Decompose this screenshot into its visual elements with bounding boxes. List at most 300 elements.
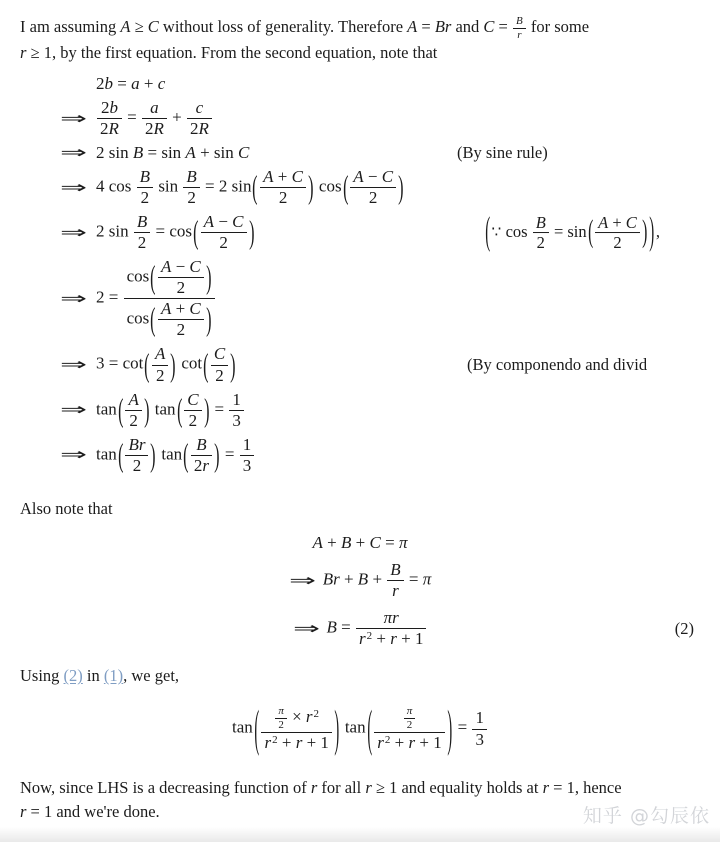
- equation-line: [60, 167, 720, 208]
- paren-content: [210, 344, 229, 385]
- equation-line: [60, 344, 720, 385]
- open-paren: (: [254, 700, 260, 758]
- math-variable: A: [160, 299, 172, 319]
- paren-content: [157, 257, 205, 298]
- implies-arrow-icon: ⇒: [60, 400, 88, 421]
- equation: 2b = a + c: [96, 74, 166, 93]
- math-variable: C: [291, 167, 303, 187]
- superscript: 2: [272, 733, 278, 746]
- paren-content: [190, 435, 213, 476]
- math-variable: B: [136, 212, 148, 232]
- paren-content: [594, 213, 641, 253]
- equation-annotation: [457, 143, 548, 163]
- math-variable: π: [398, 533, 408, 552]
- equation: 2 = cos ( $\frac{A - C}{2}$ ) cos ( $\frac{A + C}{2}$ ): [96, 257, 216, 340]
- denominator: 2: [125, 455, 148, 476]
- close-paren: ): [334, 700, 340, 758]
- denominator: 2: [275, 718, 287, 732]
- text-run: cos: [169, 221, 192, 241]
- close-paren: ): [203, 392, 210, 429]
- arrow-cell: [60, 445, 96, 465]
- numerator: [152, 344, 168, 364]
- math-variable: C: [381, 167, 394, 187]
- denominator: 2: [137, 187, 153, 208]
- denominator: 2: [158, 319, 204, 340]
- paren-group: [182, 435, 220, 476]
- fraction: [184, 390, 201, 431]
- numerator: 1: [232, 389, 241, 409]
- fraction: [260, 167, 306, 208]
- paren-content: [373, 705, 445, 752]
- math-variable: r: [295, 732, 303, 752]
- intro-paragraph: I am assuming A ≥ C without loss of generality. Therefore A = Br and C = $\frac{B}{r}$ for some r ≥ 1, by the first equation. From the second equation, note that: [20, 15, 590, 63]
- math-variable: A: [160, 257, 172, 277]
- math-variable: R: [153, 119, 164, 139]
- close-paren: ): [447, 700, 452, 758]
- close-paren: ): [641, 213, 648, 250]
- superscript: 2: [384, 733, 391, 746]
- arrow-cell: [60, 109, 96, 129]
- numerator: [137, 167, 153, 187]
- paren-group: [342, 167, 405, 208]
- denominator: 2R: [97, 118, 122, 139]
- math-variable: B: [326, 617, 337, 637]
- paren-group: [251, 167, 314, 208]
- text-run: cot: [122, 353, 144, 373]
- implies-arrow-icon: ⇒: [60, 108, 88, 129]
- paren-content: [183, 390, 202, 431]
- arrow-cell: [60, 400, 96, 420]
- text-run: (By sine rule): [457, 143, 548, 163]
- close-paren: ): [143, 392, 150, 429]
- text-run: , hence: [574, 778, 622, 797]
- denominator: 2R: [142, 118, 167, 139]
- fraction: [356, 608, 426, 649]
- using-paragraph: [0, 664, 720, 688]
- text-run: cos: [126, 266, 150, 286]
- paren-group: [587, 213, 649, 253]
- math-variable: π: [422, 569, 432, 589]
- text-run: Now, since LHS is a decreasing function of: [20, 778, 311, 797]
- text-run: sin: [567, 221, 587, 241]
- numerator: A − C: [203, 212, 244, 232]
- fraction: [158, 299, 204, 340]
- math-variable: r: [390, 629, 397, 649]
- equation-line: [0, 608, 720, 649]
- math-variable: r: [392, 581, 399, 601]
- numerator: [356, 608, 426, 628]
- equation-line: [0, 692, 720, 766]
- arrow-cell: [60, 355, 96, 375]
- angle-sum-block: [0, 533, 720, 656]
- also-note-paragraph: Also note that: [20, 499, 113, 518]
- equation: 3 = cot ( $\frac{A}{2}$ ) cot ( $\frac{C}{2}$ ): [96, 344, 236, 385]
- open-paren: (: [252, 169, 259, 206]
- numerator: A + C: [160, 299, 201, 319]
- superscript: 2: [366, 630, 373, 643]
- equation: Br + B + $\frac{B}{r}$ = π: [322, 560, 432, 601]
- math-variable: A: [120, 17, 131, 36]
- denominator: 3: [472, 729, 487, 750]
- math-variable: r: [365, 778, 372, 797]
- denominator: [124, 298, 216, 340]
- text-run: sin: [158, 176, 179, 196]
- math-variable: A: [263, 167, 274, 187]
- text-run: cos: [318, 176, 342, 196]
- because-symbol: ∵: [491, 221, 502, 241]
- denominator: 2: [134, 232, 150, 253]
- math-variable: r: [377, 732, 384, 752]
- superscript: 2: [313, 708, 320, 721]
- numerator: [275, 705, 287, 718]
- fraction: [374, 705, 444, 752]
- text-run: and: [451, 17, 484, 36]
- close-paren: ): [214, 437, 220, 474]
- fraction: [404, 705, 416, 731]
- denominator: 2: [595, 232, 640, 252]
- math-variable: C: [238, 143, 250, 163]
- equation-annotation: [467, 355, 647, 375]
- fraction: [124, 257, 216, 340]
- math-variable: c: [195, 98, 204, 117]
- numerator: A − C: [353, 167, 394, 187]
- equation: tan ( $\frac{\pi}{2}$ × $r^2$ $r^2 + r + 1$ ) tan ( $\frac{\frac{\pi}{2}}{r^2 + r + 1}$ ) = $\frac{1}{3}$: [232, 705, 488, 752]
- numerator: [513, 15, 526, 28]
- math-variable: B: [357, 569, 369, 589]
- fraction: [125, 390, 141, 431]
- math-variable: B: [341, 533, 352, 552]
- bottom-fade: [0, 827, 720, 842]
- open-paren: (: [144, 346, 150, 384]
- denominator: [513, 28, 526, 42]
- numerator: $\frac{\pi}{2}$ × $r^2$: [261, 705, 331, 731]
- implies-arrow-icon: ⇒: [60, 288, 88, 309]
- math-variable: B: [139, 167, 151, 187]
- numerator: [533, 213, 549, 232]
- equation-line: [0, 533, 720, 553]
- paren-content: ∵ cos $\frac{B}{2}$ = sin ( $\frac{A + C}{2}$ ): [491, 212, 648, 253]
- math-variable: B: [535, 212, 546, 232]
- paren-group: [143, 344, 177, 385]
- open-paren: (: [150, 301, 156, 338]
- text-run: , by the first equation. From the second equation, note that: [51, 43, 438, 63]
- math-variable: A: [353, 167, 364, 187]
- paren-content: [124, 435, 149, 476]
- math-variable: Br: [322, 569, 340, 589]
- paren-content: [157, 299, 205, 340]
- math-variable: B: [196, 434, 207, 454]
- denominator: $r^2 + r + 1$: [356, 628, 426, 649]
- denominator: 2: [152, 365, 168, 386]
- math-variable: b: [109, 98, 118, 117]
- paren-group: [366, 700, 454, 758]
- math-variable: Br: [128, 434, 146, 454]
- denominator: 2: [201, 232, 247, 253]
- paren-content: [260, 705, 332, 752]
- open-paren: (: [150, 259, 156, 296]
- math-variable: r: [517, 28, 522, 41]
- fraction: [125, 435, 148, 476]
- math-variable: C: [232, 212, 244, 232]
- equation: tan ( $\frac{Br}{2}$ ) tan ( $\frac{B}{2r}$ ) = $\frac{1}{3}$: [96, 435, 255, 476]
- implies-arrow-icon: ⇒: [292, 618, 320, 639]
- numerator: [184, 390, 201, 410]
- math-variable: c: [157, 74, 166, 93]
- text-run: sin: [108, 143, 129, 163]
- math-variable: π: [406, 705, 413, 718]
- math-variable: r: [264, 732, 272, 752]
- math-variable: r: [20, 43, 27, 63]
- denominator: 3: [240, 455, 255, 476]
- text-run: sin: [108, 221, 129, 241]
- equation-ref-link[interactable]: (1): [103, 666, 124, 685]
- text-run: cos: [501, 221, 532, 241]
- watermark: [583, 801, 710, 828]
- numerator: [142, 98, 167, 118]
- numerator: [125, 435, 148, 455]
- text-run: tan: [96, 399, 117, 419]
- numerator: A − C: [160, 257, 201, 277]
- math-variable: π: [278, 705, 284, 718]
- denominator: 2: [350, 187, 396, 208]
- implies-arrow-icon: ⇒: [288, 570, 316, 591]
- math-variable: C: [369, 533, 381, 552]
- paren-group: [117, 390, 151, 431]
- text-run: for some: [526, 17, 590, 36]
- math-variable: C: [147, 17, 159, 36]
- denominator: 2: [260, 187, 306, 208]
- text-run: tan: [154, 399, 176, 419]
- math-variable: r: [20, 802, 27, 822]
- denominator: $r^2 + r + 1$: [261, 732, 331, 753]
- fraction: [595, 213, 640, 253]
- arrow-cell: [289, 571, 323, 591]
- open-paren: (: [117, 392, 124, 429]
- denominator: 2: [158, 277, 204, 298]
- close-paren: ): [150, 437, 156, 474]
- math-variable: A: [312, 533, 323, 552]
- fraction: [533, 213, 549, 253]
- math-variable: B: [186, 167, 197, 187]
- open-paren: (: [176, 392, 183, 429]
- paren-group: [149, 299, 212, 340]
- math-variable: r: [310, 778, 318, 797]
- equation-line: [60, 208, 720, 254]
- watermark-site: 知乎: [582, 805, 623, 827]
- numerator: [191, 435, 212, 455]
- numerator: [134, 212, 150, 232]
- math-variable: C: [213, 344, 226, 364]
- math-variable: A: [407, 17, 418, 36]
- denominator: 2: [183, 187, 199, 208]
- paren-group: [253, 700, 341, 758]
- equation: 2 sin B = sin A + sin C: [96, 143, 250, 163]
- math-variable: A: [203, 212, 215, 232]
- fraction: [187, 98, 212, 139]
- text-run: cos: [108, 176, 132, 196]
- text-run: for all: [317, 778, 366, 797]
- equation-line: [60, 74, 720, 94]
- text-run: tan: [96, 444, 117, 464]
- math-variable: πr: [383, 608, 399, 628]
- fraction: [275, 705, 287, 731]
- fraction: [229, 390, 244, 431]
- arrow-cell: [60, 178, 96, 198]
- close-paren: ): [248, 214, 255, 251]
- implies-arrow-icon: ⇒: [60, 143, 88, 164]
- fraction: [261, 705, 331, 752]
- fraction: [97, 98, 122, 139]
- open-paren: (: [342, 169, 349, 206]
- text-run: Using: [20, 666, 64, 685]
- text-run: cos: [126, 308, 150, 328]
- equation-line: [60, 98, 720, 139]
- math-variable: C: [189, 299, 201, 319]
- text-run: and we're done.: [52, 802, 160, 822]
- watermark-author: @勾辰依: [629, 805, 710, 827]
- math-variable: r: [359, 629, 366, 649]
- fraction: [201, 212, 247, 253]
- numerator: 1: [475, 708, 484, 728]
- text-run: cot: [181, 353, 203, 373]
- math-variable: A: [598, 212, 609, 232]
- fraction: [211, 344, 228, 385]
- paren-group: [484, 208, 656, 254]
- equation: 4 cos $\frac{B}{2}$ sin $\frac{B}{2}$ = 2 sin ( $\frac{A + C}{2}$ ) cos ( $\frac{A - C}{2}$ ): [96, 167, 404, 208]
- math-variable: a: [150, 98, 159, 117]
- math-variable: r: [408, 732, 416, 752]
- denominator: 2: [211, 365, 228, 386]
- equation: tan ( $\frac{A}{2}$ ) tan ( $\frac{C}{2}$ ) = $\frac{1}{3}$: [96, 390, 245, 431]
- equation-line: [60, 435, 720, 476]
- equation-line: [0, 560, 720, 601]
- numerator: A + C: [598, 212, 637, 232]
- paren-content: [200, 212, 248, 253]
- math-variable: r: [305, 707, 313, 727]
- fraction: [191, 435, 212, 476]
- numerator: A + C: [263, 167, 303, 187]
- math-variable: a: [131, 74, 140, 93]
- numerator: [387, 560, 403, 580]
- equation: B = $\frac{\pi r}{r^2 + r + 1}$: [327, 608, 428, 649]
- arrow-cell: [293, 619, 327, 639]
- open-paren: (: [183, 437, 189, 474]
- math-variable: A: [128, 389, 139, 409]
- paren-content: [124, 390, 142, 431]
- derivation-block: [0, 74, 720, 480]
- math-variable: R: [198, 119, 209, 139]
- text-run: sin: [231, 176, 252, 196]
- implies-arrow-icon: ⇒: [60, 445, 88, 466]
- equation: $\frac{2b}{2R}$ = $\frac{a}{2R}$ + $\frac{c}{2R}$: [96, 98, 213, 139]
- paren-group: [149, 257, 212, 298]
- text-run: and equality holds at: [397, 778, 543, 797]
- implies-arrow-icon: ⇒: [60, 222, 88, 243]
- fraction: [158, 257, 204, 298]
- text-run: in: [82, 666, 104, 685]
- text-run: , we get,: [123, 666, 180, 685]
- open-paren: (: [485, 208, 491, 254]
- text-run: tan: [232, 717, 253, 737]
- fraction: [142, 98, 167, 139]
- math-variable: Br: [434, 17, 452, 36]
- equation-line: [60, 143, 720, 163]
- text-run: (By componendo and divid: [467, 355, 648, 375]
- final-equation-block: [0, 692, 720, 773]
- denominator: 2R: [187, 118, 212, 139]
- equation-number: (2): [674, 618, 694, 638]
- numerator: [183, 167, 199, 187]
- math-variable: r: [202, 455, 209, 475]
- fraction: [183, 167, 199, 208]
- equation-line: [60, 257, 720, 340]
- text-run: sin: [161, 143, 182, 163]
- close-paren: ): [205, 301, 212, 338]
- close-paren: ): [205, 259, 212, 296]
- fraction: [472, 708, 487, 749]
- paren-content: [259, 167, 307, 208]
- fraction: [513, 15, 526, 41]
- paren-group: [176, 390, 211, 431]
- text-run: without loss of generality. Therefore: [158, 17, 408, 36]
- close-paren: ): [649, 208, 655, 254]
- text-run: I am assuming: [20, 17, 121, 36]
- equation: A + B + C = π: [312, 533, 408, 552]
- fraction: [137, 167, 153, 208]
- math-variable: C: [187, 389, 199, 409]
- numerator: [374, 705, 444, 731]
- math-variable: r: [542, 778, 550, 797]
- paren-content: [151, 344, 169, 385]
- equation-line: [60, 390, 720, 431]
- close-paren: ): [308, 169, 314, 206]
- open-paren: (: [587, 213, 594, 250]
- math-variable: C: [625, 212, 637, 232]
- implies-arrow-icon: ⇒: [60, 355, 88, 376]
- denominator: 2r: [191, 455, 212, 476]
- close-paren: ): [170, 346, 176, 384]
- denominator: 2: [184, 410, 201, 431]
- equation-ref-link[interactable]: (2): [63, 666, 83, 685]
- arrow-cell: [60, 289, 96, 309]
- close-paren: ): [398, 169, 404, 206]
- denominator: [387, 580, 403, 601]
- paren-group: [117, 435, 157, 476]
- math-variable: R: [108, 119, 119, 139]
- implies-arrow-icon: ⇒: [60, 177, 88, 198]
- numerator: 1: [242, 434, 252, 454]
- arrow-cell: [60, 223, 96, 243]
- numerator: [187, 98, 212, 118]
- open-paren: (: [193, 214, 199, 251]
- numerator: [125, 390, 141, 410]
- numerator: [124, 257, 216, 298]
- math-variable: b: [104, 74, 113, 93]
- paren-group: [192, 212, 255, 253]
- math-variable: B: [515, 15, 523, 28]
- denominator: 2: [125, 410, 141, 431]
- math-variable: C: [483, 17, 495, 36]
- equation-annotation: ( ∵ cos $\frac{B}{2}$ = sin ( $\frac{A + C}{2}$ ) ) ,: [485, 208, 660, 254]
- fraction: [387, 560, 403, 601]
- denominator: 2: [404, 718, 416, 732]
- numerator: [404, 705, 416, 718]
- paren-group: [202, 344, 237, 385]
- math-variable: B: [390, 560, 401, 579]
- open-paren: (: [203, 346, 209, 384]
- numerator: [211, 344, 228, 364]
- fraction: [134, 212, 150, 253]
